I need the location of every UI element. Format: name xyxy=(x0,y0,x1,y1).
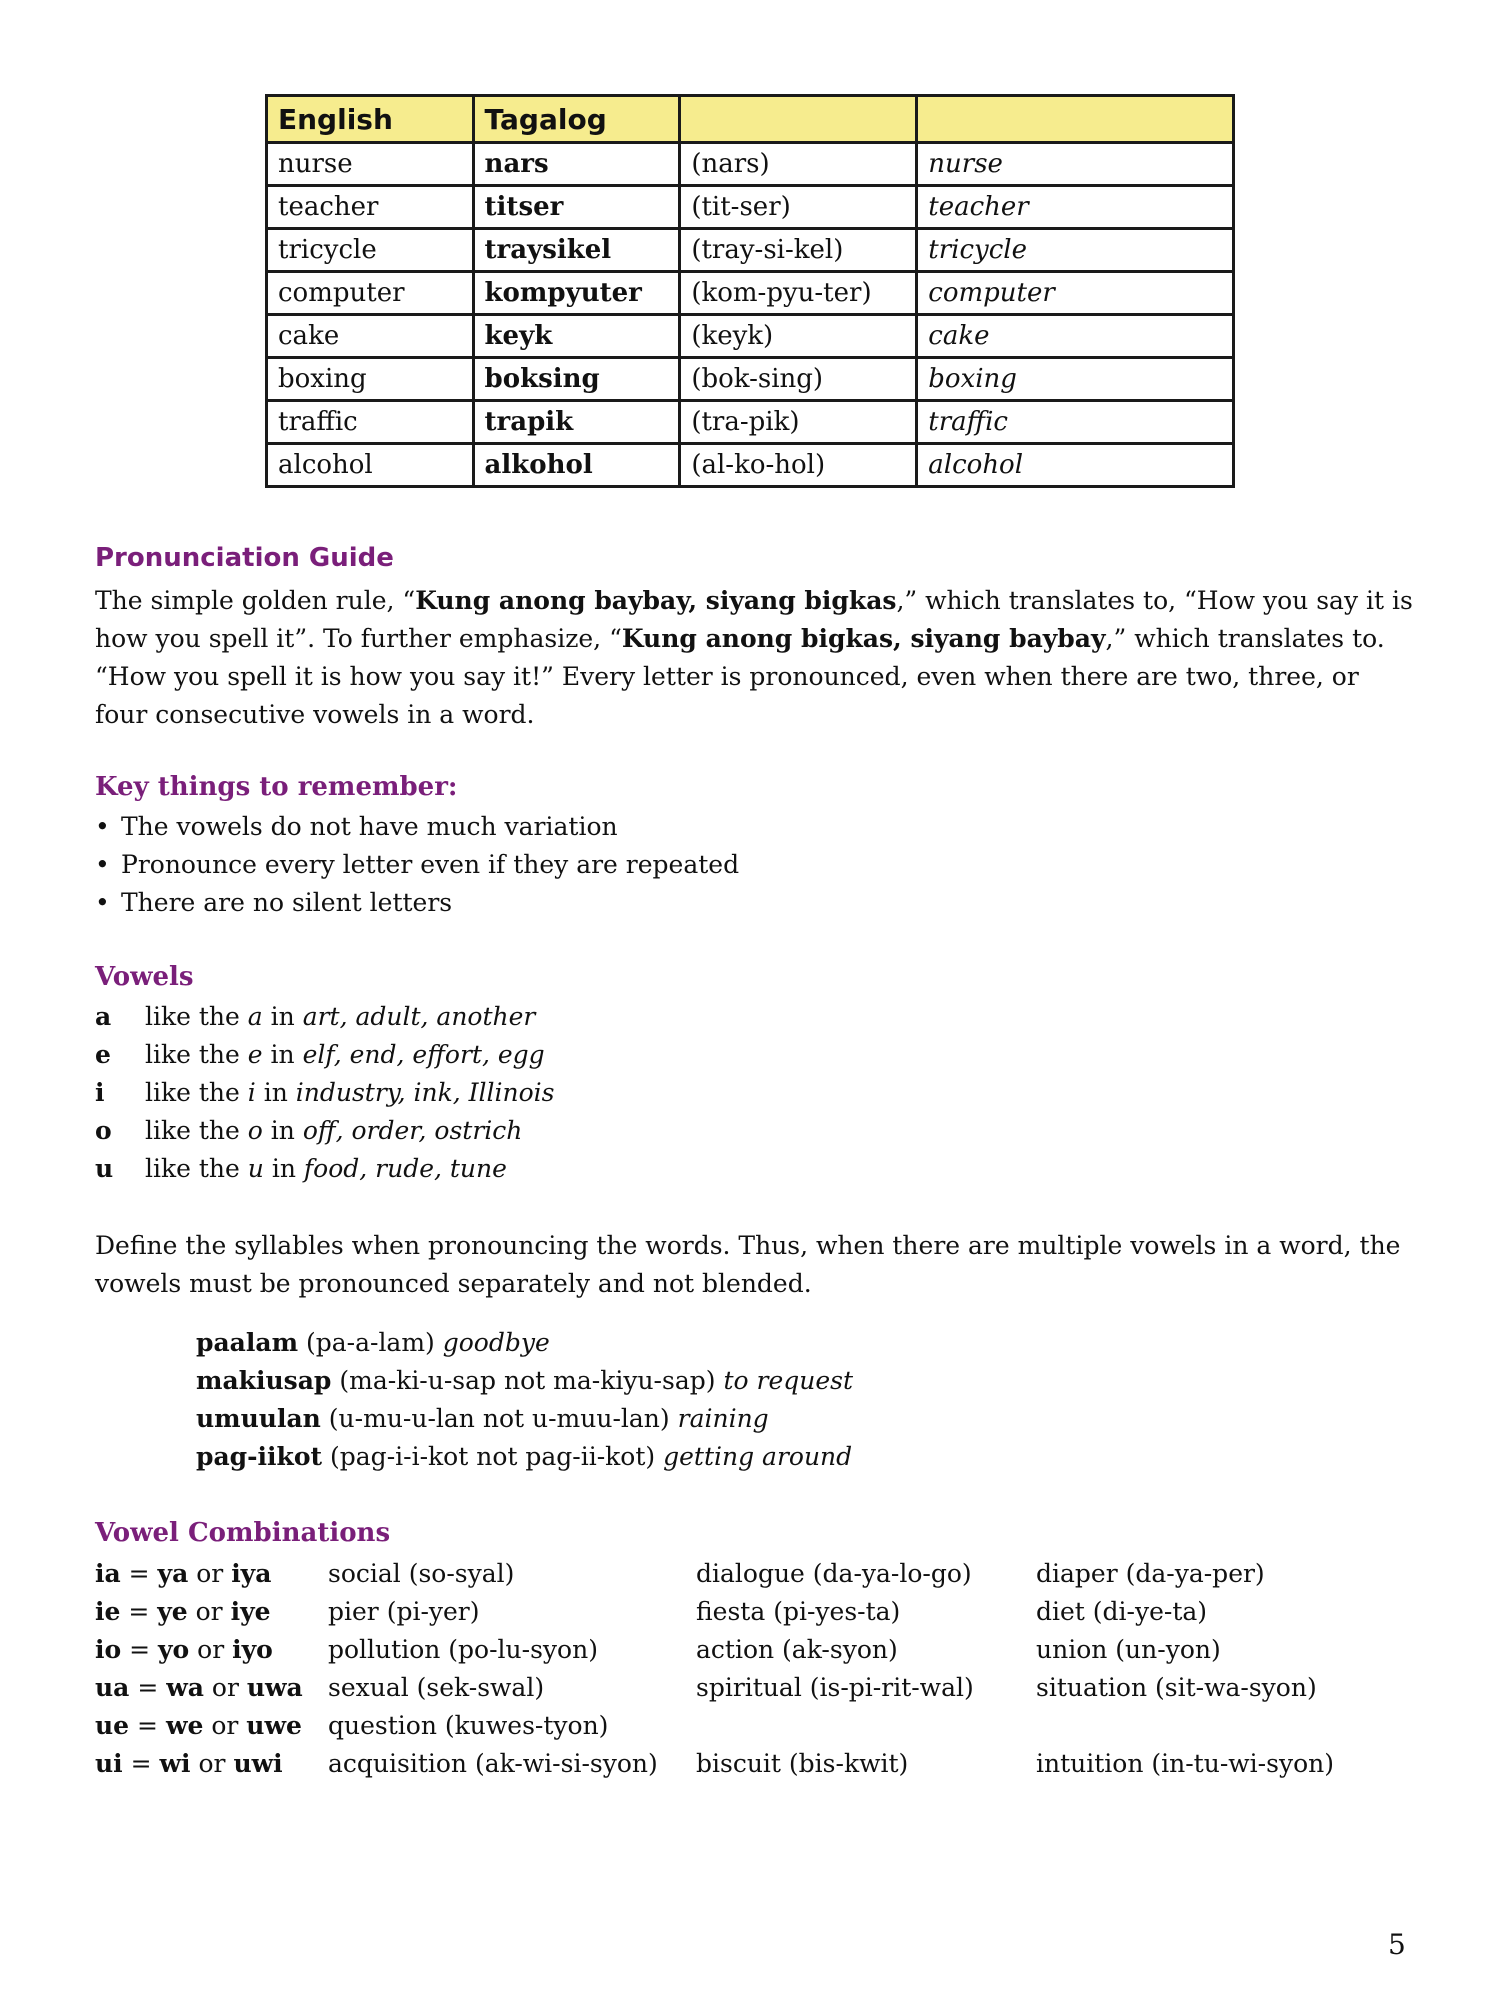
gloss-cell: boxing xyxy=(917,358,1234,401)
pronunciation-cell: (nars) xyxy=(680,143,917,186)
example-gloss: goodbye xyxy=(442,1328,550,1357)
text-segment: like the xyxy=(145,1078,248,1107)
text-segment: in xyxy=(262,1002,303,1031)
vowel-letter: o xyxy=(95,1116,112,1145)
key-part: = xyxy=(129,1673,167,1702)
combination-row xyxy=(95,1555,1396,1593)
combination-example: sexual (sek-swal) xyxy=(328,1673,545,1702)
table-row xyxy=(267,143,1234,186)
vowel-char: e xyxy=(247,1040,263,1069)
combination-example: situation (sit-wa-syon) xyxy=(1036,1673,1317,1702)
vowel-letter: a xyxy=(95,1002,112,1031)
vowel-description xyxy=(145,1074,555,1112)
example-row xyxy=(196,1324,853,1362)
key-part: uwa xyxy=(246,1673,303,1702)
combination-key xyxy=(95,1555,328,1593)
gloss-cell: nurse xyxy=(917,143,1234,186)
table-row xyxy=(267,229,1234,272)
tagalog-phrase: Kung anong bigkas, siyang baybay xyxy=(621,624,1106,653)
key-part: or xyxy=(190,1749,234,1778)
combination-example: pollution (po-lu-syon) xyxy=(328,1635,598,1664)
example-syllables: (pag-i-i-kot not pag-ii-kot) xyxy=(322,1442,664,1471)
english-cell: tricycle xyxy=(267,229,474,272)
table-row xyxy=(267,272,1234,315)
key-part: uwe xyxy=(246,1711,302,1740)
tagalog-cell: kompyuter xyxy=(473,272,680,315)
text-segment: in xyxy=(263,1154,304,1183)
vowel-combinations-heading: Vowel Combinations xyxy=(95,1518,391,1548)
pronunciation-guide-heading: Pronunciation Guide xyxy=(95,543,394,573)
list-item: • There are no silent letters xyxy=(95,884,739,922)
pronunciation-cell: (kom-pyu-ter) xyxy=(680,272,917,315)
vowel-description xyxy=(145,1112,522,1150)
key-part: ya xyxy=(157,1559,189,1588)
combination-row xyxy=(95,1593,1396,1631)
gloss-cell: computer xyxy=(917,272,1234,315)
text-segment: in xyxy=(262,1116,303,1145)
key-part: or xyxy=(189,1635,233,1664)
key-part: ue xyxy=(95,1711,130,1740)
vowels-list xyxy=(95,998,555,1188)
vowel-description xyxy=(145,1036,545,1074)
english-cell: teacher xyxy=(267,186,474,229)
key-part: uwi xyxy=(233,1749,283,1778)
example-word: paalam xyxy=(196,1328,299,1357)
vowels-heading: Vowels xyxy=(95,962,194,992)
combination-example: dialogue (da-ya-lo-go) xyxy=(696,1559,972,1588)
text-segment: in xyxy=(255,1078,296,1107)
text-segment: like the xyxy=(145,1002,248,1031)
combination-key xyxy=(95,1745,328,1783)
key-part: iya xyxy=(231,1559,272,1588)
vowel-examples: food, rude, tune xyxy=(303,1154,507,1183)
table-row xyxy=(267,444,1234,487)
text-segment: ,” which translates to, “How you say it is how you spell it”. To further emphasize, “ xyxy=(95,586,1413,653)
vowel-examples: off, order, ostrich xyxy=(302,1116,523,1145)
vowel-row xyxy=(95,1036,555,1074)
table-header-row xyxy=(267,96,1234,143)
vowel-row xyxy=(95,998,555,1036)
combination-row xyxy=(95,1669,1396,1707)
pronunciation-paragraph xyxy=(95,582,1415,734)
combination-example: spiritual (is-pi-rit-wal) xyxy=(696,1673,974,1702)
combination-example: action (ak-syon) xyxy=(696,1635,898,1664)
example-gloss: getting around xyxy=(663,1442,853,1471)
table-row xyxy=(267,315,1234,358)
combination-example: biscuit (bis-kwit) xyxy=(696,1749,909,1778)
syllable-examples xyxy=(196,1324,853,1476)
key-things-list xyxy=(95,808,739,922)
vowel-description xyxy=(145,998,535,1036)
pronunciation-cell: (tray-si-kel) xyxy=(680,229,917,272)
combination-row xyxy=(95,1745,1396,1783)
combination-example: diaper (da-ya-per) xyxy=(1036,1559,1265,1588)
tagalog-cell: titser xyxy=(473,186,680,229)
gloss-cell: cake xyxy=(917,315,1234,358)
combination-example: acquisition (ak-wi-si-syon) xyxy=(328,1749,658,1778)
english-cell: computer xyxy=(267,272,474,315)
vowel-row xyxy=(95,1150,555,1188)
example-word: pag-iikot xyxy=(196,1442,323,1471)
combination-example: question (kuwes-tyon) xyxy=(328,1711,609,1740)
pronunciation-cell: (tit-ser) xyxy=(680,186,917,229)
pronunciation-cell: (keyk) xyxy=(680,315,917,358)
text-segment: like the xyxy=(145,1116,248,1145)
tagalog-cell: nars xyxy=(473,143,680,186)
key-part: wa xyxy=(166,1673,204,1702)
combination-example: union (un-yon) xyxy=(1036,1635,1221,1664)
combination-example: diet (di-ye-ta) xyxy=(1036,1597,1208,1626)
page-number: 5 xyxy=(1388,1928,1406,1961)
vowel-description xyxy=(145,1150,507,1188)
key-part: ie xyxy=(95,1597,121,1626)
vowel-row xyxy=(95,1112,555,1150)
combination-example xyxy=(1036,1707,1396,1745)
example-syllables: (ma-ki-u-sap not ma-kiyu-sap) xyxy=(331,1366,724,1395)
text-segment: The simple golden rule, “ xyxy=(95,586,416,615)
example-syllables: (u-mu-u-lan not u-muu-lan) xyxy=(320,1404,678,1433)
vowel-char: i xyxy=(247,1078,256,1107)
column-header-gloss xyxy=(917,96,1234,143)
pronunciation-cell: (al-ko-hol) xyxy=(680,444,917,487)
key-part: = xyxy=(122,1749,160,1778)
text-segment: in xyxy=(262,1040,303,1069)
text-segment: ,” which translates to. “How you spell it is how you say it!” Every letter is pronounced, even when there are two, three, or four consecutive vowels in a word. xyxy=(95,624,1385,729)
list-item: • The vowels do not have much variation xyxy=(95,808,739,846)
gloss-cell: traffic xyxy=(917,401,1234,444)
vowel-letter: u xyxy=(95,1154,114,1183)
key-part: iye xyxy=(230,1597,271,1626)
combination-example xyxy=(696,1707,1036,1745)
column-header-pronunciation xyxy=(680,96,917,143)
key-part: ia xyxy=(95,1559,121,1588)
key-part: = xyxy=(121,1635,159,1664)
english-cell: traffic xyxy=(267,401,474,444)
tagalog-phrase: Kung anong baybay, siyang bigkas xyxy=(415,586,897,615)
syllables-paragraph: Define the syllables when pronouncing the words. Thus, when there are multiple vowels in a word, the vowels must be pronounced separately and not blended. xyxy=(95,1231,1401,1298)
key-part: wi xyxy=(159,1749,191,1778)
table-row xyxy=(267,358,1234,401)
pronunciation-cell: (tra-pik) xyxy=(680,401,917,444)
gloss-cell: teacher xyxy=(917,186,1234,229)
vowel-examples: industry, ink, Illinois xyxy=(295,1078,555,1107)
vowel-letter: i xyxy=(95,1078,105,1107)
vowel-combinations-list xyxy=(95,1555,1396,1783)
combination-example: social (so-syal) xyxy=(328,1559,515,1588)
combination-row xyxy=(95,1707,1396,1745)
example-gloss: raining xyxy=(677,1404,769,1433)
example-row xyxy=(196,1362,853,1400)
vowel-row xyxy=(95,1074,555,1112)
combination-example: fiesta (pi-yes-ta) xyxy=(696,1597,901,1626)
key-part: ui xyxy=(95,1749,123,1778)
list-item: • Pronounce every letter even if they are repeated xyxy=(95,846,739,884)
vowel-char: u xyxy=(247,1154,264,1183)
tagalog-cell: traysikel xyxy=(473,229,680,272)
combination-row xyxy=(95,1631,1396,1669)
combination-example: pier (pi-yer) xyxy=(328,1597,480,1626)
vowel-examples: art, adult, another xyxy=(302,1002,536,1031)
key-part: iyo xyxy=(232,1635,273,1664)
key-part: = xyxy=(129,1711,166,1740)
pronunciation-cell: (bok-sing) xyxy=(680,358,917,401)
table-row xyxy=(267,186,1234,229)
example-word: makiusap xyxy=(196,1366,332,1395)
combination-example: intuition (in-tu-wi-syon) xyxy=(1036,1749,1334,1778)
vowel-char: o xyxy=(247,1116,263,1145)
key-part: io xyxy=(95,1635,122,1664)
tagalog-cell: boksing xyxy=(473,358,680,401)
tagalog-cell: alkohol xyxy=(473,444,680,487)
key-part: = xyxy=(120,1559,158,1588)
vowel-char: a xyxy=(247,1002,263,1031)
key-part: or xyxy=(187,1597,231,1626)
key-part: ye xyxy=(157,1597,188,1626)
key-part: yo xyxy=(158,1635,190,1664)
english-cell: alcohol xyxy=(267,444,474,487)
vowel-examples: elf, end, effort, egg xyxy=(302,1040,545,1069)
example-gloss: to request xyxy=(723,1366,854,1395)
combination-key xyxy=(95,1631,328,1669)
key-part: or xyxy=(203,1711,247,1740)
example-syllables: (pa-a-lam) xyxy=(298,1328,443,1357)
key-part: we xyxy=(165,1711,204,1740)
key-part: or xyxy=(188,1559,232,1588)
vocabulary-table xyxy=(265,94,1235,488)
key-part: or xyxy=(203,1673,247,1702)
key-part: = xyxy=(120,1597,158,1626)
combination-key xyxy=(95,1593,328,1631)
text-segment: like the xyxy=(145,1154,248,1183)
english-cell: nurse xyxy=(267,143,474,186)
example-row xyxy=(196,1438,853,1476)
vowel-letter: e xyxy=(95,1040,111,1069)
key-part: ua xyxy=(95,1673,130,1702)
combination-key xyxy=(95,1707,328,1745)
key-things-heading: Key things to remember: xyxy=(95,772,458,802)
combination-key xyxy=(95,1669,328,1707)
gloss-cell: alcohol xyxy=(917,444,1234,487)
example-row xyxy=(196,1400,853,1438)
text-segment: like the xyxy=(145,1040,248,1069)
english-cell: boxing xyxy=(267,358,474,401)
tagalog-cell: keyk xyxy=(473,315,680,358)
example-word: umuulan xyxy=(196,1404,321,1433)
column-header-tagalog: Tagalog xyxy=(473,96,680,143)
gloss-cell: tricycle xyxy=(917,229,1234,272)
english-cell: cake xyxy=(267,315,474,358)
table-row xyxy=(267,401,1234,444)
tagalog-cell: trapik xyxy=(473,401,680,444)
column-header-english: English xyxy=(267,96,474,143)
